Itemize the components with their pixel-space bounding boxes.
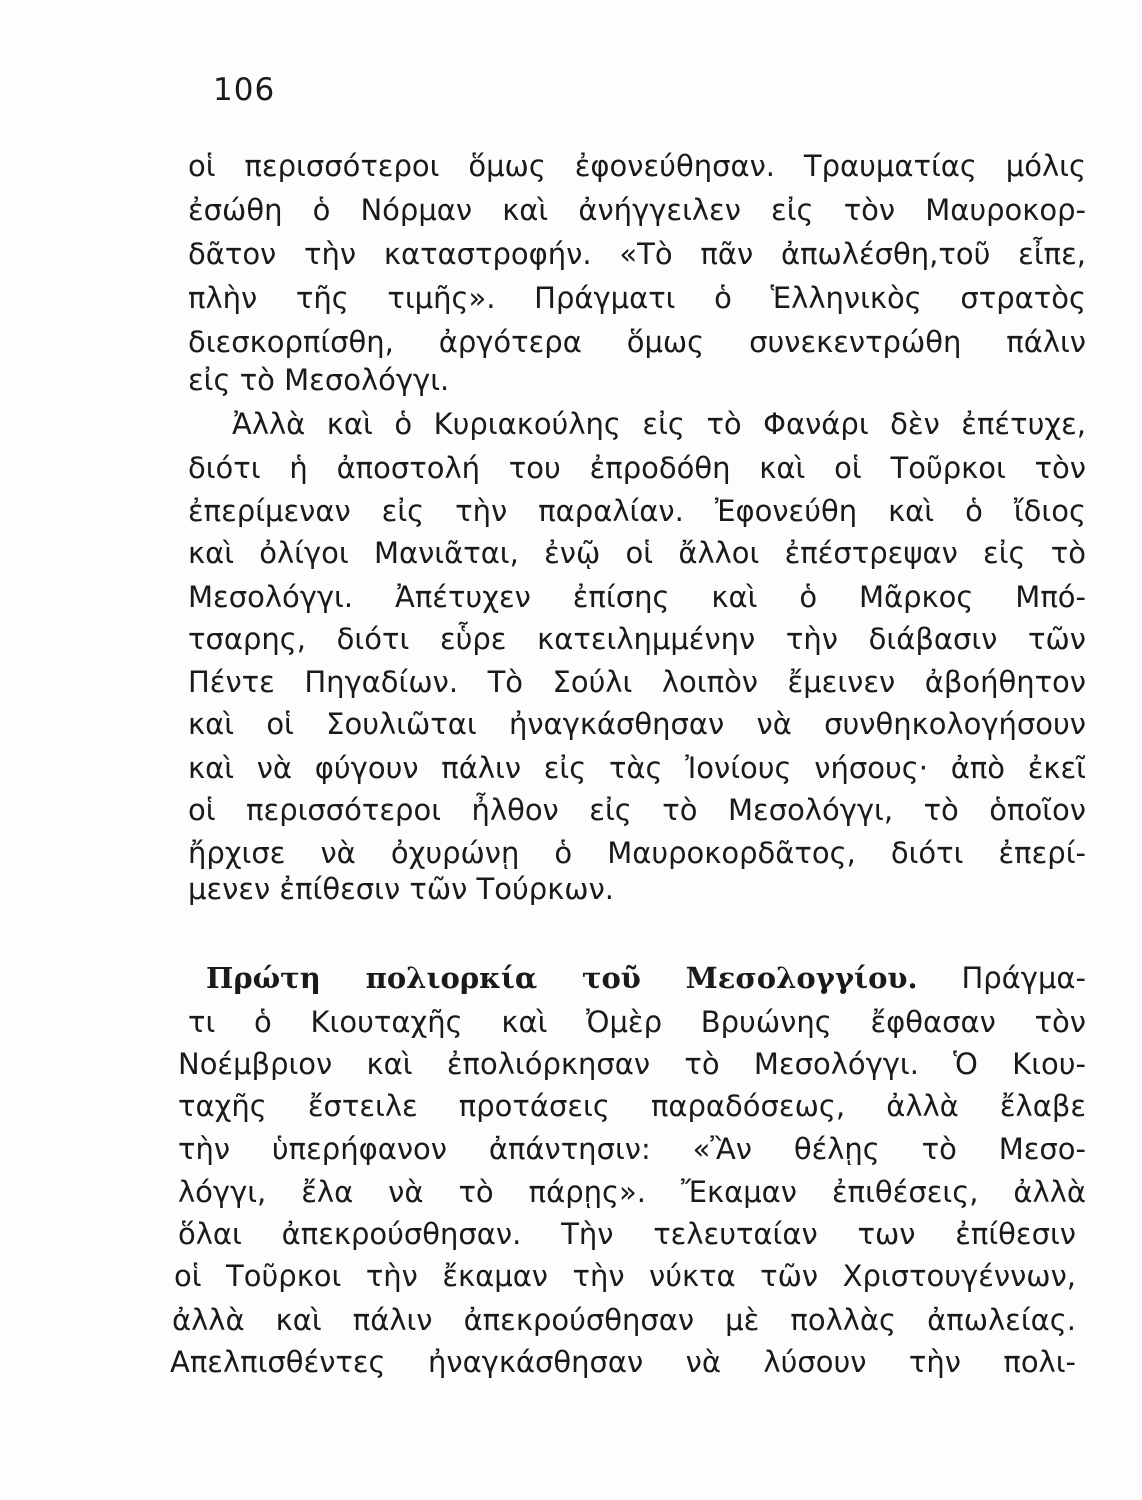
text-line: δᾶτον τὴν καταστροφήν. «Τὸ πᾶν ἀπωλέσθη,τοῦ εἶπε,: [188, 237, 1086, 271]
text-line: Πέντε Πηγαδίων. Τὸ Σούλι λοιπὸν ἔμεινεν ἀβοήθητον: [188, 665, 1086, 699]
page-number: 106: [213, 72, 276, 108]
text-line: Απελπισθέντες ἠναγκάσθησαν νὰ λύσουν τὴν πολι-: [170, 1345, 1076, 1379]
section-heading-line: [206, 960, 1086, 996]
text-line: λόγγι, ἔλα νὰ τὸ πάρῃς». Ἔκαμαν ἐπιθέσεις, ἀλλὰ: [178, 1175, 1086, 1209]
text-line: τι ὁ Κιουταχῆς καὶ Ὀμὲρ Βρυώνης ἔφθασαν τὸν: [188, 1005, 1086, 1039]
text-line: ἐπερίμεναν εἰς τὴν παραλίαν. Ἐφονεύθη καὶ ὁ ἴδιος: [188, 494, 1086, 528]
text-line: ταχῆς ἔστειλε προτάσεις παραδόσεως, ἀλλὰ ἔλαβε: [178, 1089, 1086, 1123]
text-line: τὴν ὑπερήφανον ἀπάντησιν: «Ἂν θέλῃς τὸ Μεσο-: [178, 1132, 1086, 1166]
text-line: τσαρης, διότι εὗρε κατειλημμένην τὴν διάβασιν τῶν: [188, 622, 1086, 656]
text-line: ἀλλὰ καὶ πάλιν ἀπεκρούσθησαν μὲ πολλὰς ἀπωλείας.: [172, 1303, 1076, 1337]
text-line: ὅλαι ἀπεκρούσθησαν. Τὴν τελευταίαν των ἐπίθεσιν: [178, 1217, 1076, 1251]
text-line: ἤρχισε νὰ ὀχυρώνῃ ὁ Μαυροκορδᾶτος, διότι ἐπερί-: [188, 836, 1086, 870]
text-line: οἱ περισσότεροι ἦλθον εἰς τὸ Μεσολόγγι, τὸ ὁποῖον: [188, 793, 1086, 827]
text-line: διεσκορπίσθη, ἀργότερα ὅμως συνεκεντρώθη πάλιν: [188, 325, 1086, 359]
section-heading: Πρώτη πολιορκία τοῦ Μεσολογγίου.: [206, 961, 918, 995]
text-line: καὶ οἱ Σουλιῶται ἠναγκάσθησαν νὰ συνθηκολογήσουν: [188, 707, 1086, 741]
text-line: καὶ ὀλίγοι Μανιᾶται, ἐνῷ οἱ ἄλλοι ἐπέστρεψαν εἰς τὸ: [188, 536, 1086, 570]
text-line: Νοέμβριον καὶ ἐπολιόρκησαν τὸ Μεσολόγγι. Ὁ Κιου-: [178, 1047, 1086, 1081]
text-line: Ἀλλὰ καὶ ὁ Κυριακούλης εἰς τὸ Φανάρι δὲν ἐπέτυχε,: [232, 407, 1086, 441]
text-line: πλὴν τῆς τιμῆς». Πράγματι ὁ Ἑλληνικὸς στρατὸς: [188, 281, 1086, 315]
text-line: μενεν ἐπίθεσιν τῶν Τούρκων.: [188, 872, 614, 906]
text-line: καὶ νὰ φύγουν πάλιν εἰς τὰς Ἰονίους νήσους· ἀπὸ ἐκεῖ: [188, 751, 1086, 785]
text-line: Μεσολόγγι. Ἀπέτυχεν ἐπίσης καὶ ὁ Μᾶρκος Μπό-: [188, 580, 1086, 614]
text-line: οἱ περισσότεροι ὅμως ἐφονεύθησαν. Τραυματίας μόλις: [188, 149, 1086, 183]
text-line: διότι ἡ ἀποστολή του ἐπροδόθη καὶ οἱ Τοῦρκοι τὸν: [188, 451, 1086, 485]
text-fragment: Πράγμα-: [961, 961, 1086, 995]
text-line: οἱ Τοῦρκοι τὴν ἔκαμαν τὴν νύκτα τῶν Χριστουγέννων,: [174, 1259, 1076, 1293]
text-line: εἰς τὸ Μεσολόγγι.: [188, 363, 450, 397]
text-line: ἐσώθη ὁ Νόρμαν καὶ ἀνήγγειλεν εἰς τὸν Μαυροκορ-: [188, 193, 1086, 227]
